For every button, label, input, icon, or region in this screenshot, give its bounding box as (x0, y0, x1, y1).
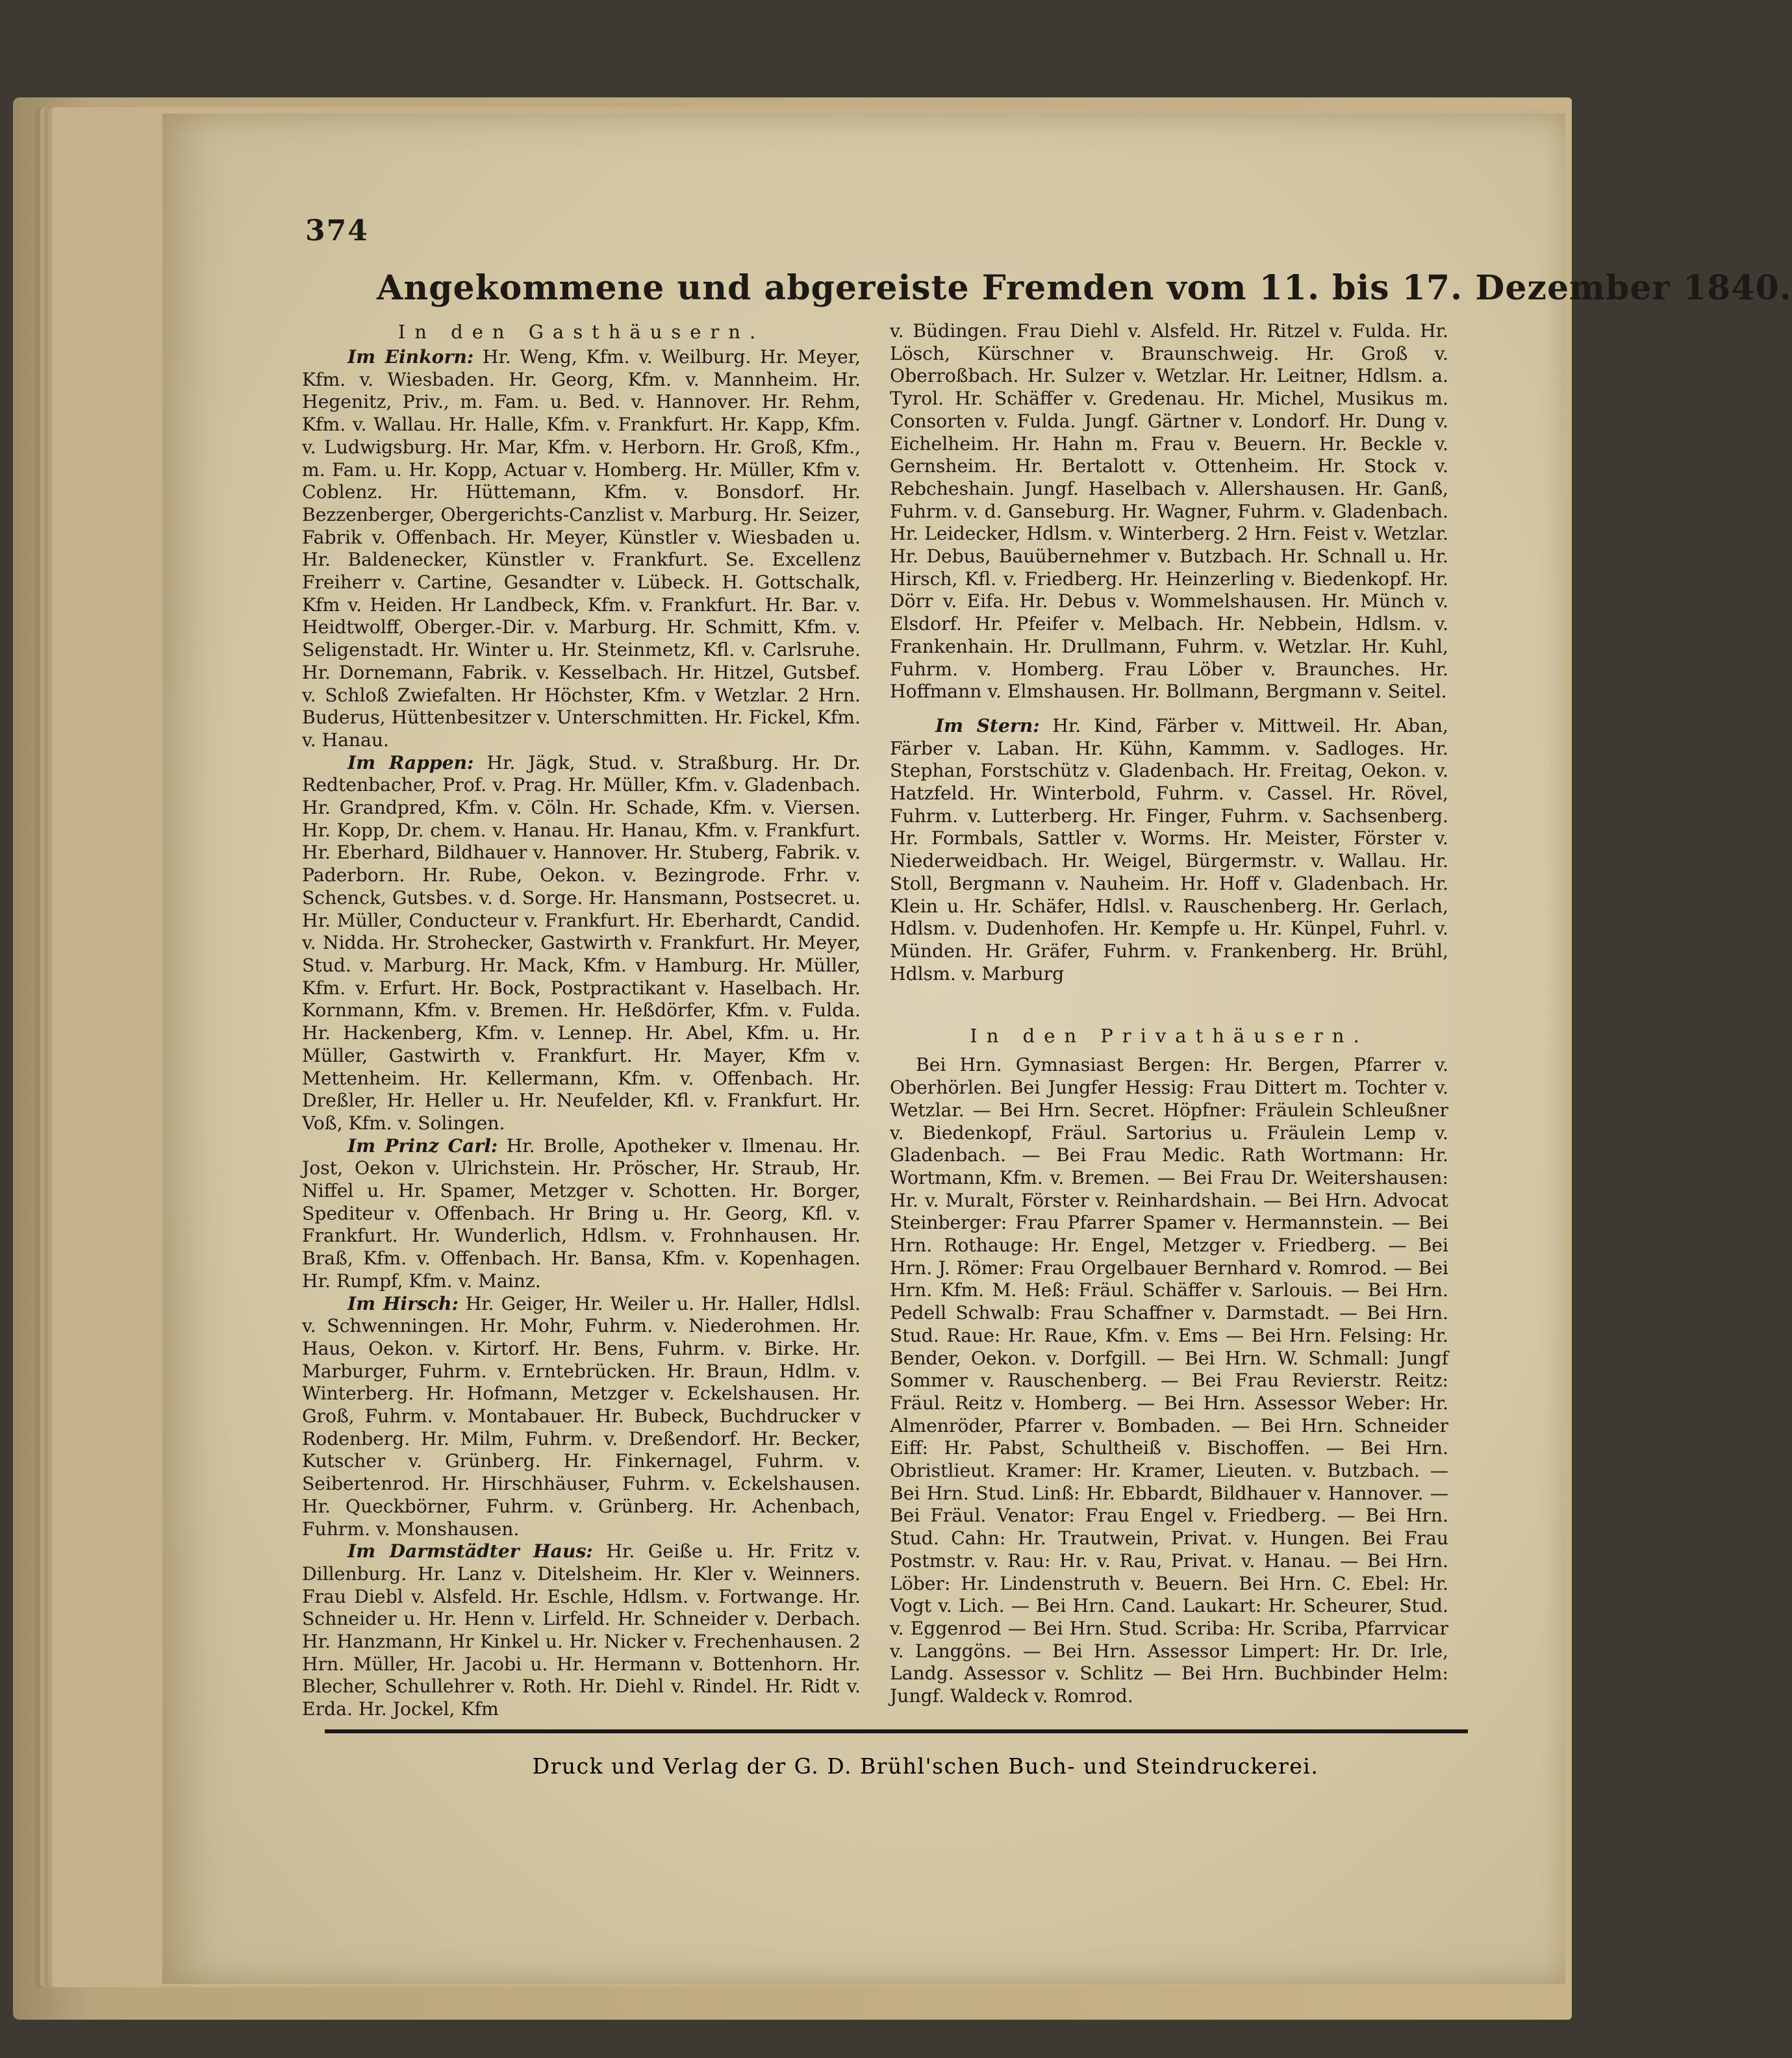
entry-text: Hr. Weng, Kfm. v. Weilburg. Hr. Meyer, Kfm. v. Wiesbaden. Hr. Georg, Kfm. v. Mannheim. Hr. Hegenitz, Priv., m. Fam. u. Bed. v. Hannover. Hr. Rehm, Kfm. v. Wallau. Hr. Halle, Kfm. v. Frankfurt. Hr. Kapp, Kfm. v. Ludwigsburg. Hr. Mar, Kfm. v. Herborn. Hr. Groß, Kfm., m. Fam. u. Hr. Kopp, Actuar v. Homberg. Hr. Müller, Kfm v. Coblenz. Hr. Hüttemann, Kfm. v. Bonsdorf. Hr. Bezzenberger, Obergerichts-Canzlist v. Marburg. Hr. Seizer, Fabrik v. Offenbach. Hr. Meyer, Künstler v. Wiesbaden u. Hr. Baldenecker, Künstler v. Frankfurt. Se. Excellenz Freiherr v. Cartine, Gesandter v. Lübeck. H. Gottschalk, Kfm v. Heiden. Hr Landbeck, Kfm. v. Frankfurt. Hr. Bar. v. Heidtwolff, Oberger.-Dir. v. Marburg. Hr. Schmitt, Kfm. v. Seligenstadt. Hr. Winter u. Hr. Steinmetz, Kfl. v. Carlsruhe. Hr. Dornemann, Fabrik. v. Kesselbach. Hr. Hitzel, Gutsbef. v. Schloß Zwiefalten. Hr Höchster, Kfm. v Wetzlar. 2 Hrn. Buderus, Hüttenbesitzer v. Unterschmitten. Hr. Fickel, Kfm. v. Hanau. (302, 346, 861, 751)
printer-imprint: Druck und Verlag der G. D. Brühl'schen Buch- und Steindruckerei. (532, 1753, 1319, 1779)
entry-rappen (302, 752, 861, 1135)
entry-text: Hr. Geiger, Hr. Weiler u. Hr. Haller, Hdlsl. v. Schwenningen. Hr. Mohr, Fuhrm. v. Niederohmen. Hr. Haus, Oekon. v. Kirtorf. Hr. Bens, Fuhrm. v. Birke. Hr. Marburger, Fuhrm. v. Erntebrücken. Hr. Braun, Hdlm. v. Winterberg. Hr. Hofmann, Metzger v. Eckelshausen. Hr. Groß, Fuhrm. v. Montabauer. Hr. Bubeck, Buchdrucker v Rodenberg. Hr. Milm, Fuhrm. v. Dreßendorf. Hr. Becker, Kutscher v. Grünberg. Hr. Finkernagel, Fuhrm. v. Seibertenrod. Hr. Hirschhäuser, Fuhrm. v. Eckelshausen. Hr. Queckbörner, Fuhrm. v. Grünberg. Hr. Achenbach, Fuhrm. v. Monshausen. (302, 1292, 861, 1540)
newspaper-page (162, 114, 1792, 1984)
entry-text: Hr. Brolle, Apotheker v. Ilmenau. Hr. Jost, Oekon v. Ulrichstein. Hr. Pröscher, Hr. Straub, Hr. Niffel u. Hr. Spamer, Metzger v. Schotten. Hr. Borger, Spediteur v. Offenbach. Hr Bring u. Hr. Georg, Kfl. v. Frankfurt. Hr. Wunderlich, Hdlsm. v. Frohnhausen. Hr. Braß, Kfm. v. Offenbach. Hr. Bansa, Kfm. v. Kopenhagen. Hr. Rumpf, Kfm. v. Mainz. (302, 1135, 861, 1292)
right-column (890, 320, 1448, 1708)
location-label: Im Einkorn: (347, 346, 474, 368)
entry-prinz-carl (302, 1135, 861, 1293)
entry-hirsch (302, 1293, 861, 1541)
page-title: Angekommene und abgereiste Fremden vom 11. bis 17. Dezember 1840. (377, 268, 1792, 308)
location-label: Im Prinz Carl: (347, 1135, 498, 1157)
location-label: Im Darmstädter Haus: (347, 1540, 593, 1562)
location-label: Im Hirsch: (347, 1292, 459, 1314)
entry-text: Hr. Kind, Färber v. Mittweil. Hr. Aban, Färber v. Laban. Hr. Kühn, Kammm. v. Sadloges. Hr. Stephan, Forstschütz v. Gladenbach. Hr. Freitag, Oekon. v. Hatzfeld. Hr. Winterbold, Fuhrm. v. Cassel. Hr. Rövel, Fuhrm. v. Lutterberg. Hr. Finger, Fuhrm. v. Sachsenberg. Hr. Formbals, Sattler v. Worms. Hr. Meister, Förster v. Niederweidbach. Hr. Weigel, Bürgermstr. v. Wallau. Hr. Stoll, Bergmann v. Nauheim. Hr. Hoff v. Gladenbach. Hr. Klein u. Hr. Schäfer, Hdlsl. v. Rauschenberg. Hr. Gerlach, Hdlsm. v. Dudenhofen. Hr. Kempfe u. Hr. Künpel, Fuhrl. v. Münden. Hr. Gräfer, Fuhrm. v. Frankenberg. Hr. Brühl, Hdlsm. v. Marburg (890, 714, 1448, 985)
entry-einkorn (302, 346, 861, 752)
entry-text: Hr. Jägk, Stud. v. Straßburg. Hr. Dr. Redtenbacher, Prof. v. Prag. Hr. Müller, Kfm. v. Gladenbach. Hr. Grandpred, Kfm. v. Cöln. Hr. Schade, Kfm. v. Viersen. Hr. Kopp, Dr. chem. v. Hanau. Hr. Hanau, Kfm. v. Frankfurt. Hr. Eberhard, Bildhauer v. Hannover. Hr. Stuberg, Fabrik. v. Paderborn. Hr. Rube, Oekon. v. Bezingrode. Frhr. v. Schenck, Gutsbes. v. d. Sorge. Hr. Hansmann, Postsecret. u. Hr. Müller, Conducteur v. Frankfurt. Hr. Eberhardt, Candid. v. Nidda. Hr. Strohecker, Gastwirth v. Frankfurt. Hr. Meyer, Stud. v. Marburg. Hr. Mack, Kfm. v Hamburg. Hr. Müller, Kfm. v. Erfurt. Hr. Bock, Postpractikant v. Haselbach. Hr. Kornmann, Kfm. v. Bremen. Hr. Heßdörfer, Kfm. v. Fulda. Hr. Hackenberg, Kfm. v. Lennep. Hr. Abel, Kfm. u. Hr. Müller, Gastwirth v. Frankfurt. Hr. Mayer, Kfm v. Mettenheim. Hr. Kellermann, Kfm. v. Offenbach. Hr. Dreßler, Hr. Heller u. Hr. Neufelder, Kfl. v. Frankfurt. Hr. Voß, Kfm. v. Solingen. (302, 751, 861, 1134)
entry-text: Hr. Geiße u. Hr. Fritz v. Dillenburg. Hr. Lanz v. Ditelsheim. Hr. Kler v. Weinners. Frau Diebl v. Alsfeld. Hr. Eschle, Hdlsm. v. Fortwange. Hr. Schneider u. Hr. Henn v. Lirfeld. Hr. Schneider v. Derbach. Hr. Hanzmann, Hr Kinkel u. Hr. Nicker v. Frechenhausen. 2 Hrn. Müller, Hr. Jacobi u. Hr. Hermann v. Bottenhorn. Hr. Blecher, Schullehrer v. Roth. Hr. Diehl v. Rindel. Hr. Ridt v. Erda. Hr. Jockel, Kfm (302, 1540, 861, 1720)
entry-continuation: v. Büdingen. Frau Diehl v. Alsfeld. Hr. Ritzel v. Fulda. Hr. Lösch, Kürschner v. Braunschweig. Hr. Groß v. Oberroßbach. Hr. Sulzer v. Wetzlar. Hr. Leitner, Hdlsm. a. Tyrol. Hr. Schäffer v. Gredenau. Hr. Michel, Musikus m. Consorten v. Fulda. Jungf. Gärtner v. Londorf. Hr. Dung v. Eichelheim. Hr. Hahn m. Frau v. Beuern. Hr. Beckle v. Gernsheim. Hr. Bertalott v. Ottenheim. Hr. Stock v. Rebcheshain. Jungf. Haselbach v. Allershausen. Hr. Ganß, Fuhrm. v. d. Ganseburg. Hr. Wagner, Fuhrm. v. Gladenbach. Hr. Leidecker, Hdlsm. v. Winterberg. 2 Hrn. Feist v. Wetzlar. Hr. Debus, Bauübernehmer v. Butzbach. Hr. Schnall u. Hr. Hirsch, Kfl. v. Friedberg. Hr. Heinzerling v. Biedenkopf. Hr. Dörr v. Eifa. Hr. Debus v. Wommelshausen. Hr. Münch v. Elsdorf. Hr. Pfeifer v. Melbach. Hr. Nebbein, Hdlsm. v. Frankenhain. Hr. Drullmann, Fuhrm. v. Wetzlar. Hr. Kuhl, Fuhrm. v. Homberg. Frau Löber v. Braunches. Hr. Hoffmann v. Elmshausen. Hr. Bollmann, Bergmann v. Seitel. (890, 320, 1448, 703)
location-label: Im Rappen: (347, 751, 474, 773)
section-heading-guesthouses: In den Gasthäusern. (398, 321, 765, 343)
page-number: 374 (305, 214, 369, 247)
entry-stern (890, 715, 1448, 985)
location-label: Im Stern: (935, 714, 1040, 736)
entry-darmstaedter-haus (302, 1540, 861, 1721)
footer-divider (325, 1729, 1468, 1733)
left-column (302, 320, 861, 1721)
entry-private-houses: Bei Hrn. Gymnasiast Bergen: Hr. Bergen, Pfarrer v. Oberhörlen. Bei Jungfer Hessig: Frau Dittert m. Tochter v. Wetzlar. — Bei Hrn. Secret. Höpfner: Fräulein Schleußner v. Biedenkopf, Fräul. Sartorius u. Fräulein Lemp v. Gladenbach. — Bei Frau Medic. Rath Wortmann: Hr. Wortmann, Kfm. v. Bremen. — Bei Frau Dr. Weitershausen: Hr. v. Muralt, Förster v. Reinhardshain. — Bei Hrn. Advocat Steinberger: Frau Pfarrer Spamer v. Hermannstein. — Bei Hrn. Rothauge: Hr. Engel, Metzger v. Friedberg. — Bei Hrn. J. Römer: Frau Orgelbauer Bernhard v. Romrod. — Bei Hrn. Kfm. M. Heß: Fräul. Schäffer v. Sarlouis. — Bei Hrn. Pedell Schwalb: Frau Schaffner v. Darmstadt. — Bei Hrn. Stud. Raue: Hr. Raue, Kfm. v. Ems — Bei Hrn. Felsing: Hr. Bender, Oekon. v. Dorfgill. — Bei Hrn. W. Schmall: Jungf Sommer v. Rauschenberg. — Bei Frau Revierstr. Reitz: Fräul. Reitz v. Homberg. — Bei Hrn. Assessor Weber: Hr. Almenröder, Pfarrer v. Bombaden. — Bei Hrn. Schneider Eiff: Hr. Pabst, Schultheiß v. Bischoffen. — Bei Hrn. Obristlieut. Kramer: Hr. Kramer, Lieuten. v. Butzbach. — Bei Hrn. Stud. Linß: Hr. Ebbardt, Bildhauer v. Hannover. — Bei Fräul. Venator: Frau Engel v. Friedberg. — Bei Hrn. Stud. Cahn: Hr. Trautwein, Privat. v. Hungen. Bei Frau Postmstr. v. Rau: Hr. v. Rau, Privat. v. Hanau. — Bei Hrn. Löber: Hr. Lindenstruth v. Beuern. Bei Hrn. C. Ebel: Hr. Vogt v. Lich. — Bei Hrn. Cand. Laukart: Hr. Scheurer, Stud. v. Eggenrod — Bei Hrn. Stud. Scriba: Hr. Scriba, Pfarrvicar v. Langgöns. — Bei Hrn. Assessor Limpert: Hr. Dr. Irle, Landg. Assessor v. Schlitz — Bei Hrn. Buchbinder Helm: Jungf. Waldeck v. Romrod. (890, 1054, 1448, 1707)
section-heading-private-houses: In den Privathäusern. (970, 1025, 1369, 1048)
